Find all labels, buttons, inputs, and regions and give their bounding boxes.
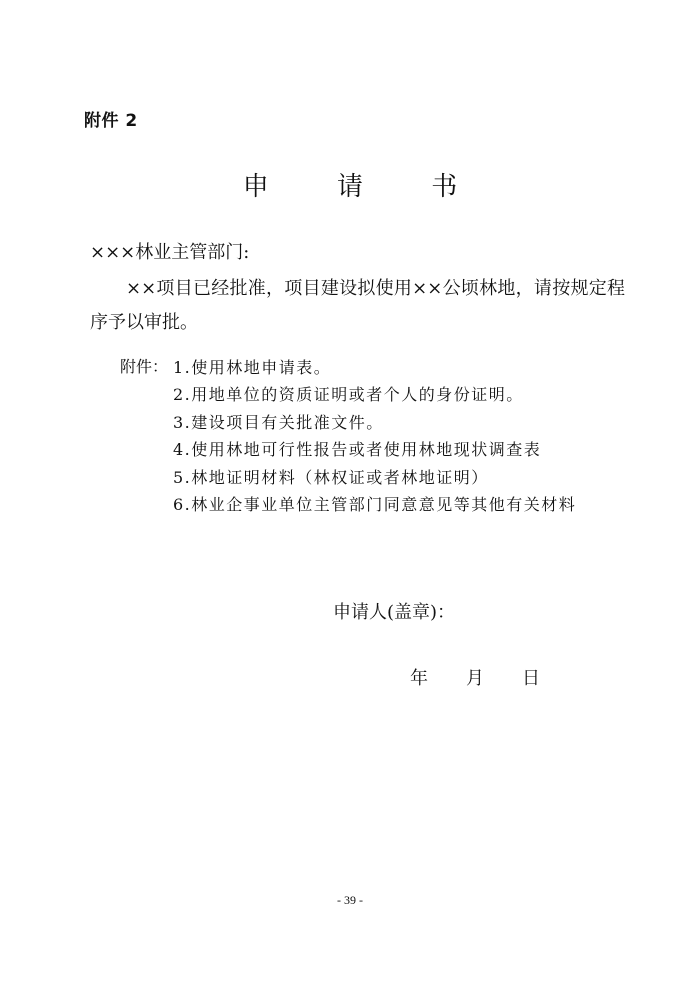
attachment-item: 1.使用林地申请表。: [173, 358, 332, 377]
salutation: ×××林业主管部门:: [90, 242, 250, 263]
attachment-item: 5.林地证明材料（林权证或者林地证明）: [173, 467, 489, 487]
attachment-item: 4.使用林地可行性报告或者使用林地现状调查表: [173, 440, 542, 460]
applicant-seal-line: 申请人(盖章)：: [333, 602, 456, 623]
date-year: 年: [410, 668, 428, 689]
attachments-prefix: 附件：: [120, 357, 169, 376]
page-number: - 39 -: [337, 893, 363, 907]
attachment-item: 2.用地单位的资质证明或者个人的身份证明。: [173, 385, 524, 405]
document-title: 申 请 书: [242, 172, 488, 202]
attachments-list: [173, 354, 576, 518]
date-day: 日: [522, 668, 540, 689]
date-month: 月: [466, 668, 484, 689]
attachment-label: 附件 2: [84, 111, 138, 131]
attachment-item: 3.建设项目有关批准文件。: [173, 412, 384, 432]
attachment-item: 6.林业企事业单位主管部门同意意见等其他有关材料: [173, 494, 577, 514]
body-paragraph: ××项目已经批准，项目建设拟使用××公顷林地，请按规定程序予以审批。: [90, 278, 625, 333]
